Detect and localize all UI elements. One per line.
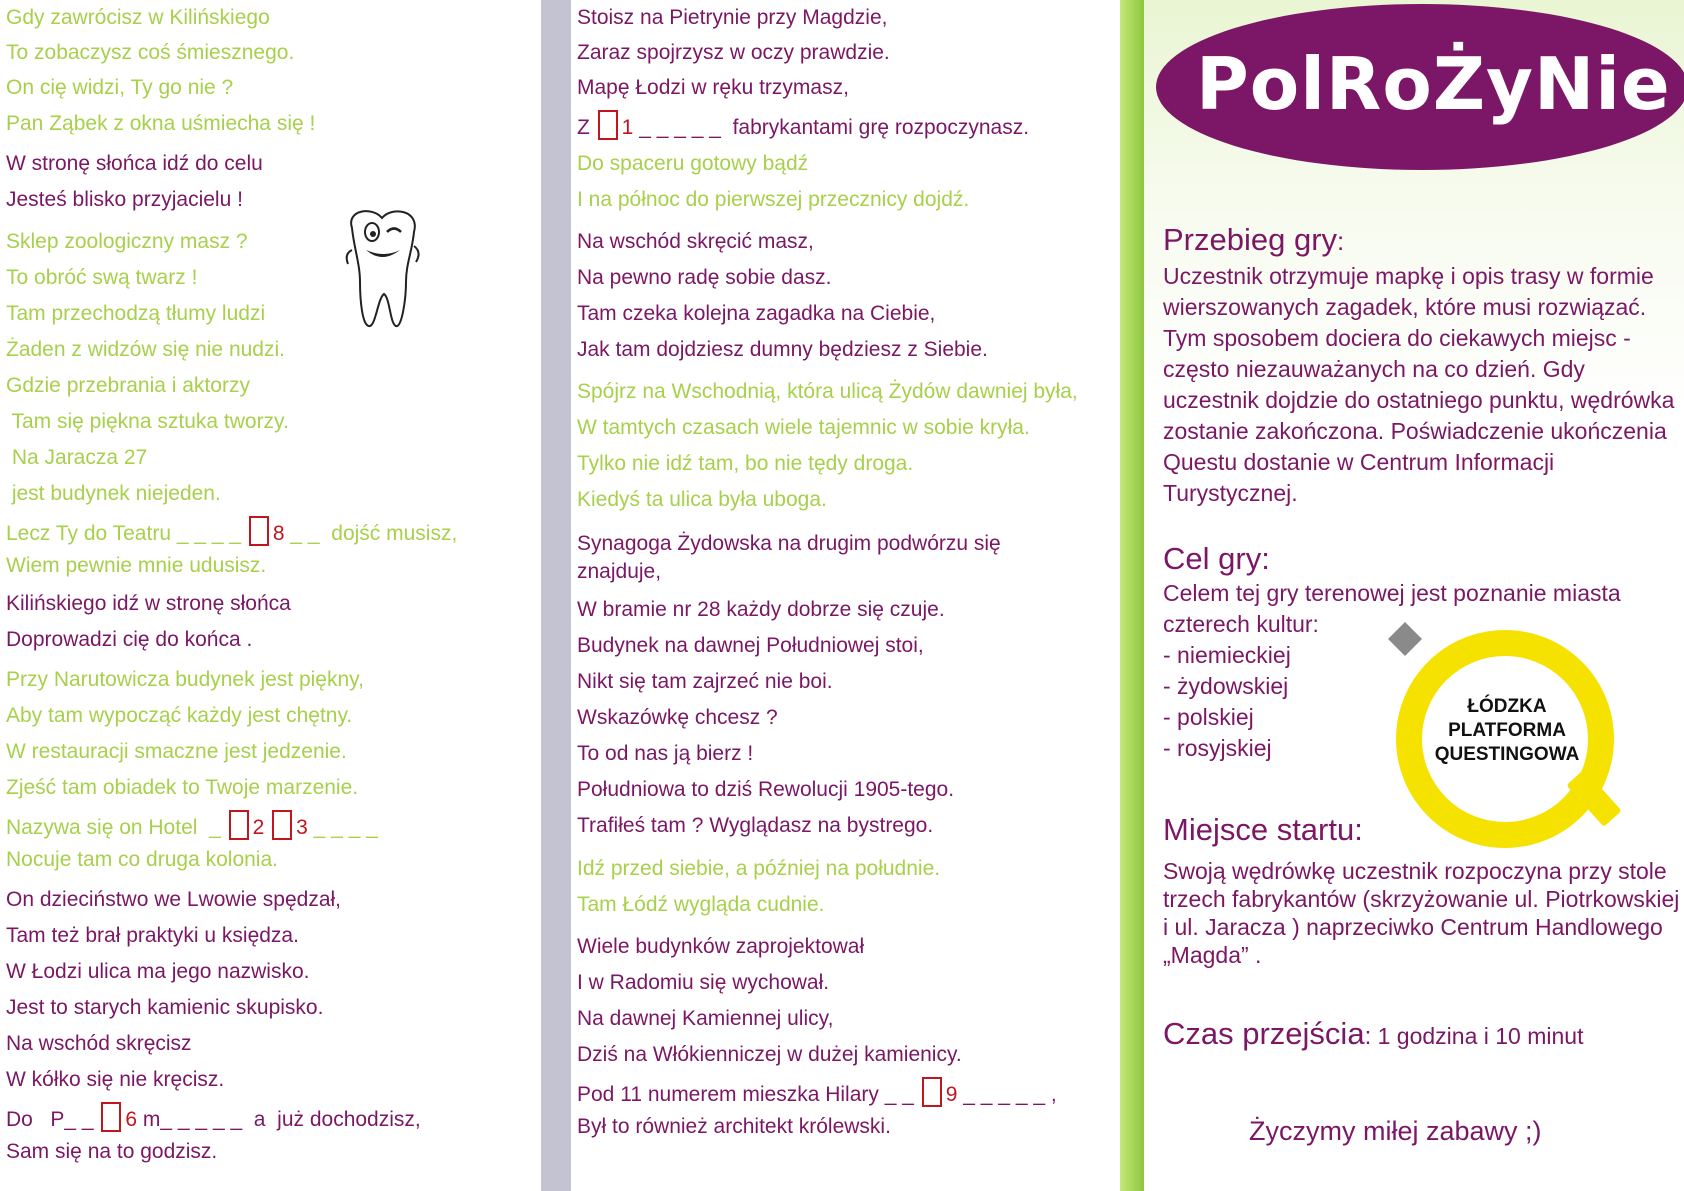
answer-box (249, 516, 269, 546)
line-text (264, 816, 270, 839)
poem-line: Gdy zawrócisz w Kilińskiego (6, 6, 270, 29)
poem-line: Tam czeka kolejna zagadka na Ciebie, (577, 302, 936, 325)
poem-line: On cię widzi, Ty go nie ? (6, 76, 234, 99)
line-text: _ _ _ _ _ , (957, 1083, 1057, 1106)
poem-line: W kółko się nie kręcisz. (6, 1068, 225, 1091)
poem-line: Nikt się tam zajrzeć nie boi. (577, 670, 833, 693)
poem-line: I w Radomiu się wychował. (577, 971, 830, 994)
logo-title: PolRoŻyNie (1196, 42, 1671, 126)
poem-line: W tamtych czasach wiele tajemnic w sobie kryła. (577, 416, 1030, 439)
green-strip (1120, 0, 1144, 1191)
poem-line: Jak tam dojdziesz dumny będziesz z Siebie. (577, 338, 988, 361)
culture-item: - żydowskiej (1163, 673, 1289, 699)
poem-line: Żaden z widzów się nie nudzi. (6, 338, 285, 361)
poem-line: On dzieciństwo we Lwowie spędzał, (6, 888, 341, 911)
poem-line: Na dawnej Kamiennej ulicy, (577, 1007, 834, 1030)
line-text: Lecz Ty do Teatru _ _ _ _ (6, 522, 247, 545)
przebieg-heading (1163, 222, 1344, 258)
poem-line: Do spaceru gotowy bądź (577, 152, 809, 175)
line-text: m_ _ _ _ _ a już dochodzisz, (137, 1108, 421, 1131)
platform-logo-line: QUESTINGOWA (1434, 744, 1580, 765)
poem-line: Jesteś blisko przyjacielu ! (6, 188, 243, 211)
platform-logo-line: ŁÓDZKA (1467, 696, 1547, 717)
poem-line (577, 1077, 1057, 1109)
poem-line: Na pewno radę sobie dasz. (577, 266, 832, 289)
column-divider (541, 0, 571, 1191)
poem-line (6, 516, 457, 548)
cel-intro: Celem tej gry terenowej jest poznanie miasta czterech kultur: (1163, 580, 1621, 637)
platform-logo-line: PLATFORMA (1448, 720, 1566, 741)
poem-line: Nocuje tam co druga kolonia. (6, 848, 278, 871)
czas-heading-text: Czas przejścia (1163, 1016, 1365, 1051)
poem-line: Dziś na Włókienniczej w dużej kamienicy. (577, 1043, 962, 1066)
culture-item: - niemieckiej (1163, 642, 1291, 668)
poem-line: Aby tam wypocząć każdy jest chętny. (6, 704, 353, 727)
poem-line: W restauracji smaczne jest jedzenie. (6, 740, 347, 763)
clue-number: 2 (252, 816, 265, 839)
clue-number: 9 (945, 1083, 958, 1106)
poem-line: Tam też brał praktyki u księdza. (6, 924, 299, 947)
line-text: Pod 11 numerem mieszka Hilary _ _ (577, 1083, 920, 1106)
platform-logo-text (1432, 695, 1582, 767)
clue-number: 3 (296, 816, 308, 839)
poem-line: Jest to starych kamienic skupisko. (6, 996, 324, 1019)
poem-line: Kilińskiego idź w stronę słońca (6, 592, 291, 615)
poem-line: Kiedyś ta ulica była uboga. (577, 488, 827, 511)
poem-line: Na wschód skręcić masz, (577, 230, 814, 253)
left-poem-column (0, 0, 540, 1191)
poem-line: Mapę Łodzi w ręku trzymasz, (577, 76, 849, 99)
answer-box (229, 810, 249, 840)
line-text: _ _ dojść musisz, (284, 522, 458, 545)
przebieg-body: Uczestnik otrzymuje mapkę i opis trasy w formie wierszowanych zagadek, które musi rozwiązać. Tym sposobem dociera do ciekawych miejsc - często niezauważanych na co dzień. Gdy uczestnik dojdzie do ostatniego punktu, wędrówka zostanie zakończona. Poświadczenie ukończenia Questu dostanie w Centrum Informacji Turystycznej. (1163, 263, 1675, 506)
poem-line: Na wschód skręcisz (6, 1032, 192, 1055)
poem-line: Wskazówkę chcesz ? (577, 706, 778, 729)
culture-item: - rosyjskiej (1163, 735, 1272, 761)
czas-heading-colon: : (1364, 1023, 1372, 1050)
poem-line: Był to również architekt królewski. (577, 1115, 891, 1138)
poem-line: I na północ do pierwszej przecznicy dojdź. (577, 188, 970, 211)
poem-line (6, 1102, 421, 1134)
poem-line: Spójrz na Wschodnią, która ulicą Żydów dawniej była, (577, 380, 1078, 403)
poem-line: Tam przechodzą tłumy ludzi (6, 302, 266, 325)
poem-line: To zobaczysz coś śmiesznego. (6, 41, 295, 64)
poem-line: Sklep zoologiczny masz ? (6, 230, 248, 253)
poem-line (577, 110, 1029, 142)
poem-line: W Łodzi ulica ma jego nazwisko. (6, 960, 310, 983)
poem-line: Zjeść tam obiadek to Twoje marzenie. (6, 776, 359, 799)
poem-line: Tam się piękna sztuka tworzy. (6, 410, 289, 433)
poem-line: Trafiłeś tam ? Wyglądasz na bystrego. (577, 814, 934, 837)
clue-number: 6 (125, 1108, 138, 1131)
poem-line: Na Jaracza 27 (6, 446, 148, 469)
poem-line: Zaraz spojrzysz w oczy prawdzie. (577, 41, 890, 64)
clue-number: 8 (272, 522, 285, 545)
poem-line: jest budynek niejeden. (6, 482, 221, 505)
line-text: Z (577, 116, 596, 139)
czas-value: 1 godzina i 10 minut (1377, 1023, 1584, 1049)
poem-line: To od nas ją bierz ! (577, 742, 754, 765)
poem-line: W stronę słońca idź do celu (6, 152, 263, 175)
culture-list (1163, 640, 1291, 764)
poem-line: Sam się na to godzisz. (6, 1140, 218, 1163)
tooth-mascot-icon (340, 206, 426, 332)
answer-box (598, 110, 618, 140)
culture-item: - polskiej (1163, 704, 1254, 730)
poem-line: Gdzie przebrania i aktorzy (6, 374, 250, 397)
poem-line: W bramie nr 28 każdy dobrze się czuje. (577, 598, 945, 621)
line-text: _ _ _ _ (307, 816, 378, 839)
poem-line: To obróć swą twarz ! (6, 266, 198, 289)
poem-line: Budynek na dawnej Południowej stoi, (577, 634, 924, 657)
poem-line: Wiem pewnie mnie udusisz. (6, 554, 267, 577)
poem-line: Tam Łódź wygląda cudnie. (577, 893, 825, 916)
clue-number: 1 (621, 116, 634, 139)
czas-heading (1163, 1016, 1583, 1052)
middle-poem-column (576, 0, 1116, 1191)
line-text: _ _ _ _ _ fabrykantami grę rozpoczynasz. (633, 116, 1030, 139)
poem-line: Tylko nie idź tam, bo nie tędy droga. (577, 452, 914, 475)
answer-box (272, 810, 292, 840)
closing-wish: Życzymy miłej zabawy ;) (1249, 1116, 1542, 1146)
poem-line: Idź przed siebie, a później na południe. (577, 857, 941, 880)
poem-line: Południowa to dziś Rewolucji 1905-tego. (577, 778, 955, 801)
line-text: Nazywa się on Hotel _ (6, 816, 227, 839)
answer-box (101, 1102, 121, 1132)
poem-line (6, 810, 378, 842)
poem-line: Doprowadzi cię do końca . (6, 628, 253, 651)
poem-line: Synagoga Żydowska na drugim podwórzu się znajduje, (577, 532, 1001, 583)
answer-box (922, 1077, 942, 1107)
przebieg-heading-colon: : (1337, 226, 1345, 256)
poem-line: Stoisz na Pietrynie przy Magdzie, (577, 6, 888, 29)
cel-heading: Cel gry: (1163, 541, 1270, 576)
przebieg-heading-text: Przebieg gry (1163, 222, 1338, 257)
start-body: Swoją wędrówkę uczestnik rozpoczyna przy stole trzech fabrykantów (skrzyżowanie ul. Piotrkowskiej i ul. Jaracza ) naprzeciwko Centrum Handlowego „Magda” . (1163, 858, 1680, 968)
start-heading: Miejsce startu: (1163, 812, 1363, 847)
poem-line: Przy Narutowicza budynek jest piękny, (6, 668, 364, 691)
poem-line: Pan Ząbek z okna uśmiecha się ! (6, 112, 316, 135)
poem-line: Wiele budynków zaprojektował (577, 935, 865, 958)
line-text: Do P_ _ (6, 1108, 100, 1131)
